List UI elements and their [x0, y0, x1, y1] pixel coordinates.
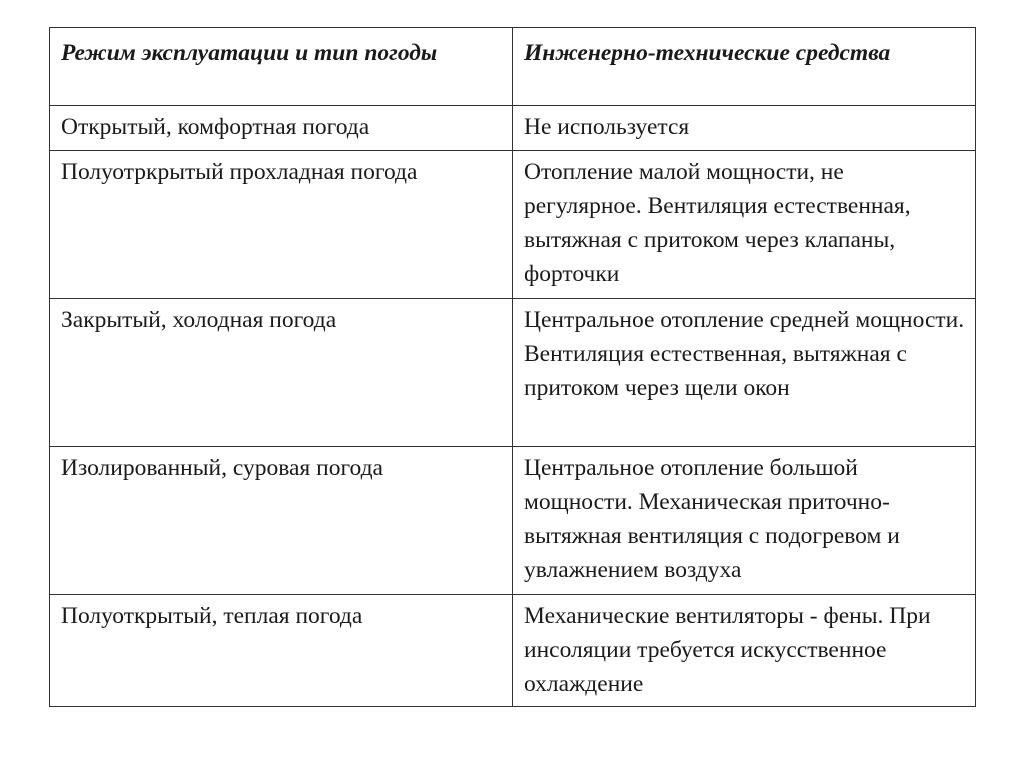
cell-mode: Закрытый, холодная погода	[50, 299, 513, 447]
table-row	[50, 151, 976, 299]
cell-mode: Полуотркрытый прохладная погода	[50, 151, 513, 299]
cell-means: Центральное отопление большой мощности. Механическая приточно-вытяжная вентиляция с подогревом и увлажнением воздуха	[513, 447, 976, 595]
table-row	[50, 299, 976, 447]
cell-means: Отопление малой мощности, не регулярное. Вентиляция естественная, вытяжная с притоком через клапаны, форточки	[513, 151, 976, 299]
cell-means: Не используется	[513, 106, 976, 151]
table-header-row	[50, 28, 976, 106]
header-means: Инженерно-технические средства	[513, 28, 976, 106]
cell-means: Центральное отопление средней мощности. Вентиляция естественная, вытяжная с притоком через щели окон	[513, 299, 976, 447]
cell-mode: Полуоткрытый, теплая погода	[50, 595, 513, 707]
cell-mode: Изолированный, суровая погода	[50, 447, 513, 595]
table-row	[50, 106, 976, 151]
cell-mode: Открытый, комфортная погода	[50, 106, 513, 151]
table-row	[50, 447, 976, 595]
header-mode: Режим эксплуатации и тип погоды	[50, 28, 513, 106]
cell-means: Механические вентиляторы - фены. При инсоляции требуется искусственное охлаждение	[513, 595, 976, 707]
climate-modes-table	[49, 27, 976, 707]
table-row	[50, 595, 976, 707]
